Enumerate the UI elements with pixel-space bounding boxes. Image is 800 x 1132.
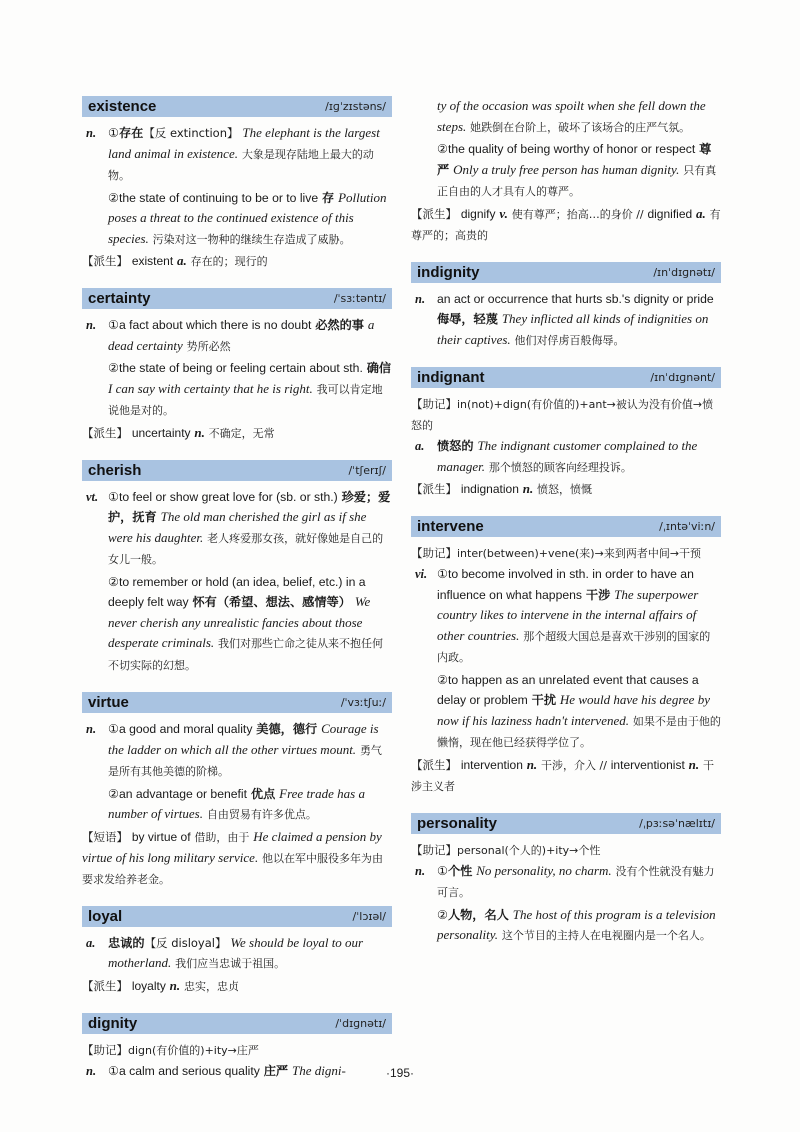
label: 【派生】	[82, 978, 128, 993]
english-definition: a good and moral quality	[118, 722, 253, 736]
headword-bar	[82, 692, 392, 713]
derived-word: dignify	[460, 206, 496, 221]
chinese-gloss: 美德，德行	[256, 722, 318, 736]
example-sentence: The indignant customer complained to the manager.	[437, 438, 698, 474]
example-translation: 这个节目的主持人在电视圈内是一个名人。	[501, 929, 711, 942]
derived-word: intervention	[460, 757, 523, 772]
chinese-gloss: 有尊严的；高贵的	[411, 207, 721, 242]
example-translation: 他以在军中服役多年为由要求发给养老金。	[82, 851, 384, 886]
label: 【派生】	[82, 425, 128, 440]
headword-bar	[82, 460, 392, 481]
example-sentence: The digni-	[291, 1062, 346, 1078]
example-translation: 我们对那些亡命之徒从来不抱任何不切实际的幻想。	[108, 637, 384, 672]
headword-bar	[82, 1013, 392, 1034]
phonetic: /ˈlɔɪəl/	[352, 909, 386, 923]
part-of-speech: n.	[415, 291, 426, 306]
phonetic: /ɪnˈdɪɡnətɪ/	[653, 265, 715, 279]
part-of-speech: a.	[696, 205, 706, 221]
chinese-gloss: 干涉	[585, 587, 611, 602]
sense-number: ①	[108, 126, 119, 140]
label: 【助记】	[411, 842, 457, 857]
antonym: 【反 disloyal】	[144, 935, 227, 950]
example-sentence: Free trade has a number of virtues.	[108, 785, 365, 821]
example-translation: 自由贸易有许多优点。	[206, 808, 317, 821]
part-of-speech: a.	[415, 439, 425, 453]
english-definition: to remember or hold (an idea, belief, etc.) in a deeply felt way	[108, 574, 366, 609]
english-definition: the quality of being worthy of honor or respect	[447, 142, 696, 156]
example-sentence: He claimed a pension by virtue of his long military service.	[82, 828, 382, 865]
example-translation: 我们应当忠诚于祖国。	[175, 957, 286, 970]
part-of-speech: n.	[86, 722, 97, 736]
entry-dignity-continued	[411, 96, 721, 246]
example-sentence: The elephant is the largest land animal in existence.	[108, 125, 380, 161]
headword-bar	[82, 96, 392, 117]
example-sentence: Courage is the ladder on which all the other virtues mount.	[108, 721, 379, 757]
example-sentence: We never cherish any unrealistic fancies about those desperate criminals.	[108, 594, 371, 650]
english-definition: a calm and serious quality	[118, 1063, 260, 1078]
definition-1	[411, 289, 721, 352]
entry-loyal	[82, 906, 392, 997]
english-definition: an advantage or benefit	[118, 786, 248, 801]
chinese-gloss: 珍爱；爱护，抚育	[108, 489, 391, 524]
example-translation: 如果不是由于他的懒惰，现在他已经获得学位了。	[437, 714, 721, 749]
headword: cherish	[88, 461, 142, 479]
chinese-gloss: 存	[322, 190, 335, 205]
example-translation: 污染对这一物种的继续生存造成了威胁。	[152, 232, 351, 246]
definition-1	[411, 436, 721, 478]
sense-number: ①	[108, 318, 119, 332]
example-sentence: Pollution poses a threat to the continued existence of this species.	[108, 189, 387, 246]
part-of-speech: n.	[194, 424, 205, 440]
chinese-gloss: 个性	[447, 863, 473, 878]
derivative	[411, 204, 721, 246]
part-of-speech: n.	[522, 481, 534, 496]
headword-bar	[82, 288, 392, 309]
definition-1	[82, 719, 392, 783]
chinese-gloss: 尊严	[437, 142, 712, 177]
chinese-gloss: 确信	[366, 361, 392, 375]
sense-number: ②	[437, 142, 448, 156]
part-of-speech: n.	[86, 126, 97, 140]
definition-1	[82, 487, 392, 571]
part-of-speech: a.	[177, 253, 187, 268]
headword-bar	[411, 813, 721, 834]
definition-2	[411, 139, 721, 203]
derivative	[82, 976, 392, 997]
definition-1	[82, 933, 392, 975]
chinese-gloss: 忠诚的	[108, 935, 145, 950]
example-sentence: The host of this program is a television personality.	[437, 906, 716, 942]
example-translation: 勇气是所有其他美德的阶梯。	[108, 743, 382, 778]
mnemonic	[411, 543, 721, 564]
phrase	[82, 827, 392, 890]
definition-2	[82, 572, 392, 677]
example-translation: 她跌倒在台阶上，破坏了该场合的庄严气氛。	[470, 120, 691, 134]
mnemonic-text: dign(有价值的)+ity→庄严	[128, 1043, 259, 1057]
headword-bar	[411, 516, 721, 537]
example-sentence: a dead certainty	[108, 317, 375, 353]
example-sentence: ty of the occasion was spoilt when she fell down the steps.	[437, 98, 706, 134]
chinese-gloss: 不确定，无常	[208, 426, 275, 440]
right-column	[411, 96, 721, 963]
derived-word: uncertainty	[131, 425, 191, 440]
example-translation: 我可以肯定地说他是对的。	[108, 382, 383, 417]
phonetic: /ˈtʃerɪʃ/	[348, 463, 386, 477]
sense-number: ①	[108, 489, 119, 504]
sense-number: ②	[108, 786, 119, 801]
example-sentence: He would have his degree by now if his laziness hadn't intervened.	[437, 692, 710, 728]
part-of-speech: n.	[86, 318, 97, 332]
headword: virtue	[88, 694, 129, 711]
sense-number: ②	[108, 574, 119, 589]
left-column	[82, 96, 392, 1097]
chinese-gloss: 存在的；现行的	[190, 255, 268, 268]
sense-number: ①	[437, 567, 448, 581]
example-translation: 大象是现存陆地上最大的动物。	[108, 147, 374, 182]
derivative	[411, 755, 721, 797]
example-translation: 势所必然	[186, 339, 231, 353]
derived-word: loyalty	[131, 978, 166, 993]
sense-number: ②	[108, 361, 119, 375]
example-translation: 只有真正自由的人才具有人的尊严。	[437, 163, 717, 198]
headword: personality	[417, 814, 498, 832]
headword: loyal	[88, 907, 123, 925]
entry-intervene	[411, 516, 721, 797]
sense-number: ①	[108, 722, 119, 736]
label: 【助记】	[82, 1042, 128, 1057]
english-definition: the state of being or feeling certain about sth.	[118, 361, 363, 375]
chinese-gloss: 怀有（希望、想法、感情等）	[192, 595, 351, 609]
sense-number: ②	[437, 907, 448, 922]
part-of-speech: n.	[415, 863, 426, 878]
chinese-gloss: 存在	[118, 126, 144, 140]
chinese-gloss: 庄严	[263, 1063, 289, 1078]
example-translation: 那个超级大国总是喜欢干涉别的国家的内政。	[437, 629, 711, 664]
definition-2	[411, 670, 721, 754]
phonetic: /ˌɪntəˈviːn/	[659, 520, 715, 533]
headword: dignity	[88, 1014, 138, 1032]
headword-bar	[411, 262, 721, 283]
label: 【派生】	[411, 206, 457, 221]
chinese-gloss: 必然的事	[315, 318, 364, 332]
part-of-speech: n.	[526, 756, 538, 772]
example-sentence: I can say with certainty that he is right.	[108, 380, 313, 396]
entry-cherish	[82, 460, 392, 677]
example-translation: 老人疼爱那女孩，就好像她是自己的女儿一般。	[108, 531, 384, 566]
label: 【短语】	[82, 829, 128, 844]
example-sentence: We should be loyal to our motherland.	[108, 934, 364, 970]
chinese-gloss: 干扰	[531, 693, 557, 707]
part-of-speech: n.	[688, 756, 700, 772]
label: 【派生】	[411, 757, 457, 772]
phonetic: /ˈdɪɡnətɪ/	[335, 1016, 386, 1030]
mnemonic	[411, 840, 721, 861]
derivative	[82, 251, 392, 272]
mnemonic-text: personal(个人的)+ity→个性	[457, 843, 601, 857]
derived-word: dignified	[647, 206, 693, 221]
chinese-gloss: 干涉，介入 //	[541, 758, 607, 772]
chinese-gloss: 干涉主义者	[411, 758, 714, 793]
definition-2	[82, 784, 392, 826]
english-definition: to happen as an unrelated event that causes a delay or problem	[437, 672, 699, 707]
entry-certainty	[82, 288, 392, 444]
headword: existence	[88, 98, 157, 115]
definition-1	[411, 564, 721, 669]
phonetic: /ˌpɜːsəˈnælɪtɪ/	[639, 816, 715, 830]
definition-2	[82, 188, 392, 251]
english-definition: to feel or show great love for (sb. or sth.)	[118, 489, 338, 504]
part-of-speech: a.	[86, 935, 96, 950]
entry-existence	[82, 96, 392, 272]
phonetic: /ˈvɜːtʃuː/	[340, 696, 386, 709]
label: 【派生】	[82, 254, 128, 268]
headword-bar	[82, 906, 392, 927]
chinese-gloss: 愤怒的	[437, 439, 474, 453]
sense-number: ②	[108, 190, 119, 205]
derived-word: existent	[131, 254, 174, 268]
entry-indignant	[411, 367, 721, 500]
page-number: ·195·	[385, 1066, 414, 1080]
entry-virtue	[82, 692, 392, 890]
example-translation: 没有个性就没有魅力可言。	[437, 864, 715, 899]
example-sentence: They inflicted all kinds of indignities on their captives.	[437, 311, 709, 347]
chinese-gloss: 侮辱，轻蔑	[437, 312, 498, 326]
headword: certainty	[88, 290, 151, 307]
entry-personality	[411, 813, 721, 947]
sense-number: ①	[108, 1063, 119, 1078]
derived-word: interventionist	[610, 757, 685, 772]
label: 【助记】	[411, 397, 457, 411]
english-definition: a fact about which there is no doubt	[118, 318, 312, 332]
derived-word: indignation	[460, 482, 519, 496]
phonetic: /ɪɡˈzɪstəns/	[325, 100, 386, 113]
example-sentence: The superpower country likes to intervene in the internal affairs of other countries.	[437, 586, 699, 643]
mnemonic-text: in(not)+dign(有价值的)+ant→被认为没有价值→愤怒的	[411, 398, 714, 432]
sense-number: ②	[437, 672, 448, 687]
english-definition: the state of continuing to be or to live	[118, 190, 319, 205]
example-sentence: No personality, no charm.	[476, 862, 612, 878]
example-sentence: The old man cherished the girl as if she were his daughter.	[108, 509, 367, 545]
example-translation: 他们对俘虏百般侮辱。	[514, 333, 625, 347]
chinese-gloss: 使有尊严；抬高…的身价 //	[511, 207, 644, 221]
headword: indignity	[417, 263, 480, 281]
sense-number: ①	[437, 863, 448, 878]
part-of-speech: v.	[499, 205, 508, 221]
part-of-speech: vt.	[86, 489, 99, 504]
headword-bar	[411, 367, 721, 388]
phonetic: /ɪnˈdɪɡnənt/	[650, 371, 715, 384]
chinese-gloss: 借助，由于	[194, 830, 250, 844]
example-translation: 那个愤怒的顾客向经理投诉。	[488, 460, 632, 474]
chinese-gloss: 忠实，忠贞	[183, 979, 239, 993]
chinese-gloss: 人物，名人	[447, 907, 509, 922]
example-sentence: Only a truly free person has human dignity.	[453, 161, 680, 177]
definition-1	[82, 315, 392, 357]
definition-2	[411, 905, 721, 947]
part-of-speech: n.	[169, 977, 181, 993]
antonym: 【反 extinction】	[143, 126, 239, 140]
chinese-gloss: 优点	[250, 786, 276, 801]
english-definition: to become involved in sth. in order to have an influence on what happens	[437, 567, 694, 602]
phonetic: /ˈsɜːtəntɪ/	[333, 292, 386, 305]
label: 【派生】	[411, 482, 457, 496]
derivative	[82, 423, 392, 444]
english-definition: an act or occurrence that hurts sb.'s dignity or pride	[437, 291, 714, 306]
derivative	[411, 479, 721, 500]
mnemonic-text: inter(between)+vene(来)→来到两者中间→干预	[457, 547, 702, 560]
definition-2	[82, 358, 392, 422]
entry-indignity	[411, 262, 721, 352]
headword: indignant	[417, 369, 485, 386]
phrase-text: by virtue of	[131, 829, 191, 844]
definition-1	[82, 123, 392, 187]
label: 【助记】	[411, 546, 457, 560]
headword: intervene	[417, 518, 484, 535]
definition-1-continued	[411, 96, 721, 138]
part-of-speech: n.	[86, 1063, 97, 1078]
part-of-speech: vi.	[415, 567, 428, 581]
mnemonic	[411, 394, 721, 436]
definition-1	[411, 861, 721, 904]
mnemonic	[82, 1040, 392, 1061]
chinese-gloss: 愤怒，愤慨	[537, 483, 593, 496]
